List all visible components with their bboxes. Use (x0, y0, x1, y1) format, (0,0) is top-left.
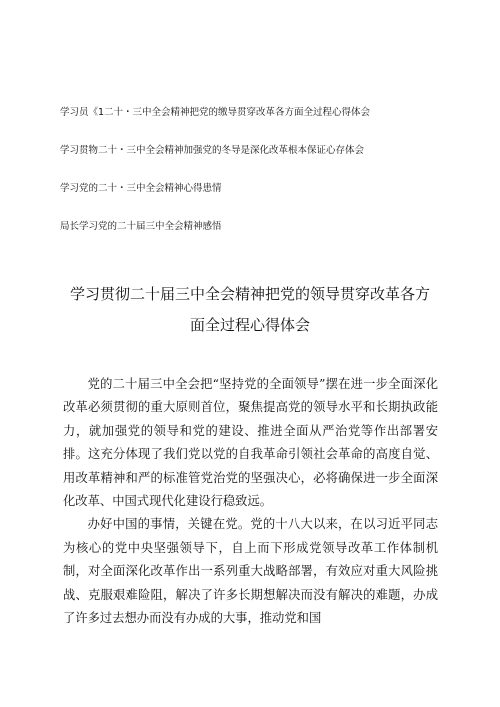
toc-item[interactable]: 学习贯物二十・三中全会精神加强党的冬导是深化改革根本保证心存体会 (60, 145, 365, 156)
toc-item[interactable]: 学习党的二十・三中全会精神心得患情 (60, 183, 222, 194)
article-title-line-1: 学习贯彻二十届三中全会精神把党的领导贯穿改革各方 (69, 285, 430, 303)
body-paragraph: 办好中国的事情，关键在党。党的十八大以来，在以习近平同志为核心的党中央坚强领导下，自上而下形成党领导改革工作体制机制，对全面深化改革作出一系列重大战略部署，有效应对重大风险挑战、克服艰难险阻，解决了许多长期想解决而没有解决的难题，办成了许多过去想办而没有办成的大事，推动党和国 (63, 517, 438, 626)
toc-item[interactable]: 局长学习党的二十届三中全会精神感悟 (60, 221, 222, 232)
article-title-line-2: 面全过程心得体会 (189, 316, 310, 334)
article-title (40, 284, 460, 335)
table-of-contents (60, 106, 460, 234)
toc-item[interactable]: 学习员《1二十・三中全会精神把党的缴导贯穿改革各方面全过程心得体会 (60, 107, 371, 118)
body-paragraph: 党的二十届三中全会把“坚持党的全面领导”摆在进一步全面深化改革必须贯彻的重大原则首位，聚焦提高党的领导水平和长期执政能力，就加强党的领导和党的建设、推进全面从严治党等作出部署安排。这充分体现了我们党以党的自我革命引领社会革命的高度自觉、用改革精神和严的标准管党治党的坚强决心，必将确保进一步全面深化改革、中国式现代化建设行稳致远。 (63, 377, 438, 509)
article-body (63, 373, 438, 630)
